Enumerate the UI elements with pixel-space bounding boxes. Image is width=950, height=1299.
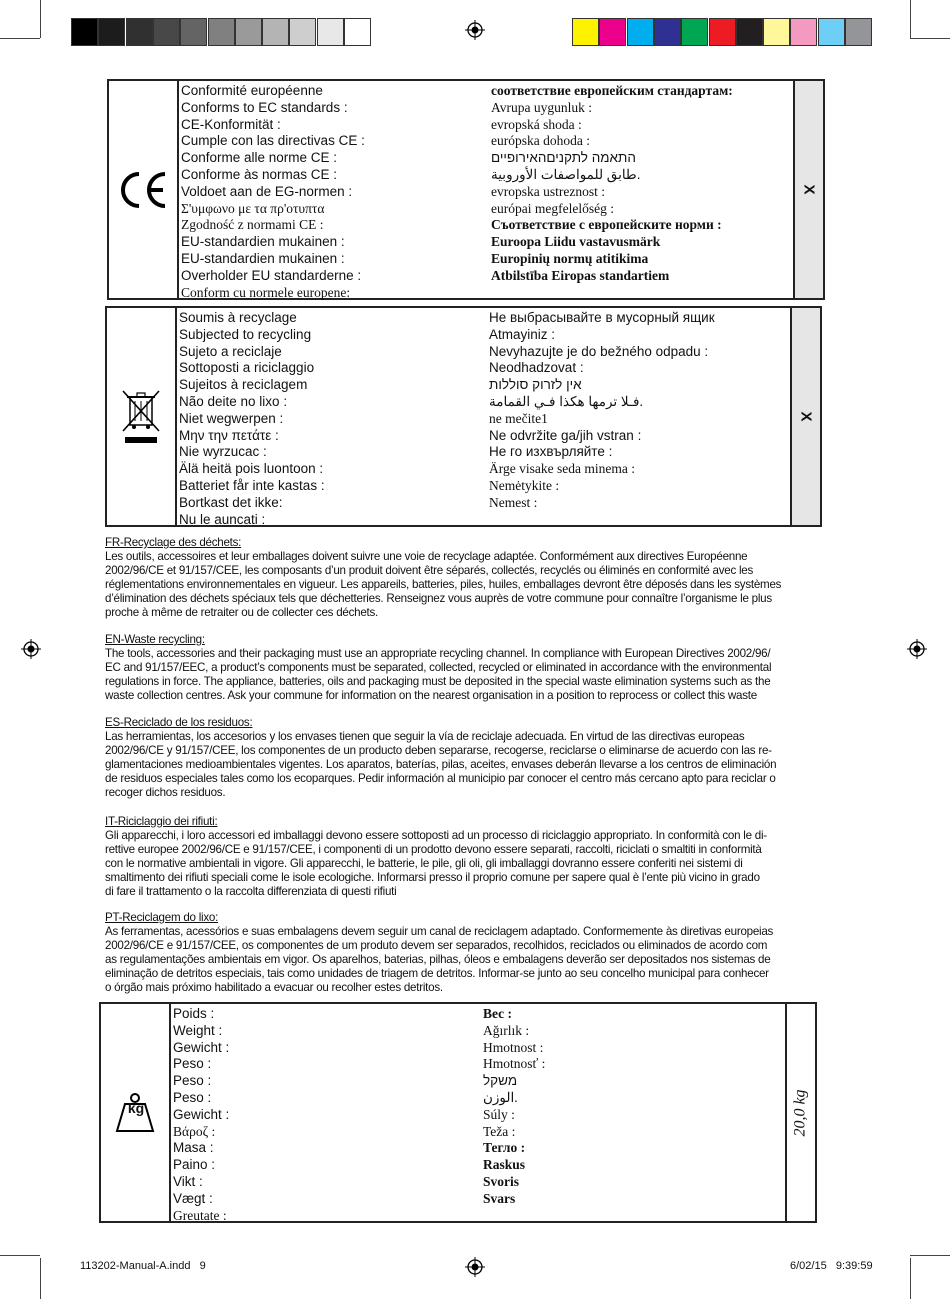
- registration-mark-icon: [465, 20, 485, 40]
- gray-swatch: [289, 18, 316, 46]
- recycle-mark-cell: [790, 308, 820, 525]
- section-line: o órgão mais próximo habilitado a evacuar ou recolher estes detritos.: [105, 981, 443, 995]
- table-row-text: Peso :: [173, 1073, 212, 1089]
- gray-swatch: [98, 18, 125, 46]
- table-row-text: Gewicht :: [173, 1106, 230, 1122]
- section-title: FR-Recyclage des déchets:: [105, 536, 242, 549]
- table-row-text: Não deite no lixo :: [179, 393, 288, 409]
- weight-icon-cell: [101, 1004, 171, 1221]
- color-swatch: [736, 18, 763, 46]
- section-line: glamentaciones medioambientales vigentes. Los aparatos, baterías, pilas, aceites, envases deberán llevarse a los centros de eliminación: [105, 758, 777, 772]
- recycling-section: [105, 815, 821, 900]
- gray-swatch: [344, 18, 371, 46]
- table-row-text: Nemest :: [489, 494, 538, 510]
- registration-mark-icon: [907, 639, 927, 659]
- recycling-section: [105, 536, 821, 621]
- table-row-text: Greutate :: [173, 1207, 227, 1223]
- recycling-table: [105, 306, 822, 527]
- weight-value: 20,0 kg: [792, 1088, 810, 1137]
- section-title: PT-Reciclagem do lixo:: [105, 911, 219, 924]
- table-row-text: Nevyhazujte je do bežného odpadu :: [489, 343, 709, 359]
- section-line: waste collection centres. Ask your commune for information on the nearest organisation in a position to reprocess or collect this waste: [105, 689, 757, 703]
- ce-left-column: [181, 83, 365, 301]
- section-line: réglementations environnementales en vigueur. Les appareils, batteries, piles, huiles, emballages devront être déposés dans les systèmes: [105, 578, 782, 592]
- section-line: 2002/96/CE y 91/157/CEE, los componentes de un producto deben separarse, recogerse, reciclarse o eliminarse de acuerdo con las re-: [105, 744, 772, 758]
- section-line: recoger dichos residuos.: [105, 786, 226, 800]
- crop-mark: [910, 38, 950, 39]
- gray-swatch: [317, 18, 344, 46]
- ce-right-column: [491, 83, 733, 285]
- recycle-icon-cell: [107, 308, 177, 525]
- color-swatch: [709, 18, 736, 46]
- section-line: d’élimination des déchets spéciaux tels que déchetteries. Renseignez vous auprès de votre commune pour connaître l’organisme le plus: [105, 592, 772, 606]
- table-row-text: Atbilstība Eiropas standartiem: [491, 267, 670, 283]
- table-row-text: Peso :: [173, 1089, 212, 1105]
- weight-value-cell: [785, 1004, 815, 1221]
- table-row-text: Sujeto a reciclaje: [179, 343, 282, 359]
- ce-icon-cell: [109, 81, 179, 298]
- table-row-text: Sujeitos à reciclagem: [179, 377, 308, 393]
- table-row-text: Nemėtykite :: [489, 477, 560, 493]
- weight-kg-label: kg: [127, 1100, 145, 1116]
- section-line: EC and 91/157/EEC, a product’s components must be separated, collected, recycled or eliminated in accordance with the environmental: [105, 661, 772, 675]
- section-line: Las herramientas, los accesorios y los envases tienen que seguir la vía de reciclaje adecuada. En virtud de las directivas europeas: [105, 730, 745, 744]
- table-row-text: EU-standardien mukainen :: [181, 250, 345, 266]
- table-row-text: Peso :: [173, 1056, 212, 1072]
- recycle-left-column: [179, 310, 325, 528]
- color-swatch: [627, 18, 654, 46]
- table-row-text: Conforme alle norme CE :: [181, 150, 338, 166]
- section-line: 2002/96/CE e 91/157/CEE, os componentes de um produto devem ser separados, recolhidos, reciclados ou eliminados de acordo com: [105, 939, 768, 953]
- table-row-text: CE-Konformität :: [181, 116, 281, 132]
- crossed-out-bin-icon: [119, 387, 163, 447]
- table-row-text: Вес :: [483, 1006, 513, 1021]
- table-row-text: Voldoet aan de EG-normen :: [181, 183, 353, 199]
- table-row-text: EU-standardien mukainen :: [181, 234, 345, 250]
- table-row-text: אין לזרוק סוללות: [489, 377, 582, 393]
- color-swatch: [763, 18, 790, 46]
- gray-swatch: [180, 18, 207, 46]
- table-row-text: evropská shoda :: [491, 116, 582, 132]
- gray-swatch: [126, 18, 153, 46]
- recycling-section: [105, 633, 821, 703]
- section-line: as regulamentações ambientais em vigor. Os aparelhos, baterias, pilhas, óleos e embalagens deverão ser depositados nos sistemas de: [105, 953, 771, 967]
- table-row-text: соответствие европейским стандартам:: [491, 83, 733, 98]
- table-row-text: Vikt :: [173, 1173, 203, 1189]
- table-row-text: Cumple con las directivas CE :: [181, 133, 365, 149]
- table-row-text: الوزن.: [483, 1089, 518, 1105]
- table-row-text: Europinių normų atitikima: [491, 250, 649, 266]
- gray-swatch: [153, 18, 180, 46]
- color-swatch: [681, 18, 708, 46]
- color-swatch: [599, 18, 626, 46]
- table-row-text: Älä heitä pois luontoon :: [179, 461, 324, 477]
- table-row-text: Weight :: [173, 1022, 223, 1038]
- color-swatch: [790, 18, 817, 46]
- section-line: eliminação de detritos especiais, tais como unidades de triagem de detritos. Informar-se junto ao seu concelho municipal para conhecer: [105, 967, 769, 981]
- section-line: proche à même de retraiter ou de collecter ces déchets.: [105, 606, 379, 620]
- crop-mark: [910, 0, 911, 38]
- table-row-text: Masa :: [173, 1140, 214, 1156]
- table-row-text: Neodhadzovat :: [489, 360, 584, 376]
- registration-mark-icon: [21, 639, 41, 659]
- table-row-text: Subjected to recycling: [179, 326, 312, 342]
- section-line: As ferramentas, acessórios e suas embalagens devem seguir um canal de reciclagem adaptado. Conformemente às diretivas europeias: [105, 925, 774, 939]
- color-swatch: [845, 18, 872, 46]
- table-row-text: Σ'υμφωνο με τα πρ'οτυπτα: [181, 200, 325, 216]
- table-row-text: Zgodność z normami CE :: [181, 217, 324, 233]
- table-row-text: Vægt :: [173, 1190, 213, 1206]
- weight-table: [99, 1002, 817, 1223]
- section-line: rettive europee 2002/96/CE e 91/157/CEE, i componenti di un prodotto devono essere separati, raccolti, riciclati o smaltiti in conformità: [105, 843, 762, 857]
- gray-swatch: [262, 18, 289, 46]
- table-row-text: Hmotnosť :: [483, 1056, 546, 1072]
- section-title: ES-Reciclado de los residuos:: [105, 716, 253, 729]
- table-row-text: Teža :: [483, 1123, 516, 1139]
- table-row-text: evropska ustreznost :: [491, 183, 605, 199]
- color-swatch: [654, 18, 681, 46]
- ce-mark-cell: [793, 81, 823, 298]
- footer-file-name: 113202-Manual-A.indd 9: [80, 1260, 206, 1272]
- weight-left-column: [173, 1006, 229, 1224]
- section-line: The tools, accessories and their packaging must use an appropriate recycling channel. In compliance with European Directives 2002/96/: [105, 647, 771, 661]
- table-row-text: Не выбрасывайте в мусорный ящик: [489, 310, 715, 325]
- table-row-text: התאמה לתקניםהאירופיים: [491, 150, 636, 166]
- color-swatch: [818, 18, 845, 46]
- table-row-text: Μην την πετάτε :: [179, 427, 279, 443]
- table-row-text: Bάροζ :: [173, 1123, 216, 1139]
- table-row-text: Batteriet får inte kastas :: [179, 477, 325, 493]
- section-line: Gli apparecchi, i loro accessori ed imballaggi devono essere sottoposti ad un processo di riciclaggio appropriato. In conformità con le di-: [105, 829, 767, 843]
- recycle-right-column: [489, 310, 715, 512]
- table-row-text: Svoris: [483, 1173, 520, 1189]
- section-line: Les outils, accessoires et leur emballages doivent suivre une voie de recyclage adaptée. Conformément aux directives Européenne: [105, 550, 748, 564]
- table-row-text: Не го изхвърляйте :: [489, 444, 613, 460]
- color-swatch: [572, 18, 599, 46]
- table-row-text: Conforme às normas CE :: [181, 166, 338, 182]
- table-row-text: Тегло :: [483, 1140, 526, 1156]
- crop-mark: [40, 1258, 41, 1299]
- crop-mark: [910, 1258, 911, 1299]
- crop-mark: [0, 38, 40, 39]
- table-row-text: Avrupa uygunluk :: [491, 99, 592, 115]
- table-row-text: Niet wegwerpen :: [179, 410, 284, 426]
- table-row-text: Euroopa Liidu vastavusmärk: [491, 234, 661, 250]
- section-title: EN-Waste recycling:: [105, 633, 205, 646]
- gray-swatch: [235, 18, 262, 46]
- recycling-section: [105, 716, 821, 801]
- ce-mark-icon: [117, 170, 169, 210]
- gray-swatch: [208, 18, 235, 46]
- registration-mark-icon: [465, 1257, 485, 1277]
- section-line: di fare il trattamento o la raccolta differenziata di questi rifiuti: [105, 885, 397, 899]
- table-row-text: Overholder EU standarderne :: [181, 267, 362, 283]
- table-row-text: فـلا ترمها هكذا فـي القمامة.: [489, 393, 644, 409]
- table-row-text: طابق للمواصفات الأوروبية.: [491, 166, 641, 182]
- table-row-text: Ärge visake seda minema :: [489, 461, 635, 477]
- table-row-text: Ne odvržite ga/jih vstran :: [489, 427, 642, 443]
- table-row-text: Gewicht :: [173, 1039, 230, 1055]
- table-row-text: európai megfelelőség :: [491, 200, 614, 216]
- table-row-text: ne mečite1: [489, 410, 548, 426]
- table-row-text: Paino :: [173, 1157, 216, 1173]
- ce-conformity-table: [107, 79, 825, 300]
- table-row-text: európska dohoda :: [491, 133, 590, 149]
- table-row-text: Soumis à recyclage: [179, 310, 297, 325]
- table-row-text: Conform cu normele europene:: [181, 284, 351, 300]
- section-line: con le normative ambientali in vigore. Gli apparecchi, le batterie, le pile, gli oli, gli imballaggi dovranno essere conferiti nei sistemi di: [105, 857, 743, 871]
- section-line: regulations in force. The appliance, batteries, oils and packaging must be deposited in the special waste elimination systems such as the: [105, 675, 771, 689]
- section-title: IT-Riciclaggio dei rifiuti:: [105, 815, 218, 828]
- table-row-text: משקל: [483, 1073, 518, 1089]
- table-row-text: Conforms to EC standards :: [181, 99, 348, 115]
- table-row-text: Sottoposti a riciclaggio: [179, 360, 315, 376]
- recycling-section: [105, 911, 821, 996]
- weight-right-column: [483, 1006, 545, 1208]
- crop-mark: [910, 1255, 950, 1256]
- table-row-text: Hmotnost :: [483, 1039, 544, 1055]
- table-row-text: Súly :: [483, 1106, 515, 1122]
- check-mark: X: [797, 411, 815, 422]
- footer-date: 6/02/15 9:39:59: [790, 1260, 873, 1272]
- gray-swatch: [71, 18, 98, 46]
- table-row-text: Ağırlık :: [483, 1022, 530, 1038]
- section-line: 2002/96/CE et 91/157/CEE, les composants d’un produit doivent être séparés, collectés, recyclés ou éliminés en conformité avec les: [105, 564, 754, 578]
- table-row-text: Conformité européenne: [181, 83, 323, 98]
- table-row-text: Atmayiniz :: [489, 326, 556, 342]
- check-mark: X: [800, 184, 818, 195]
- table-row-text: Bortkast det ikke:: [179, 494, 283, 510]
- table-row-text: Съответствие с европейските норми :: [491, 217, 722, 233]
- table-row-text: Poids :: [173, 1006, 215, 1021]
- crop-mark: [0, 1255, 40, 1256]
- table-row-text: Raskus: [483, 1157, 526, 1173]
- table-row-text: Svars: [483, 1190, 516, 1206]
- table-row-text: Nie wyrzucac :: [179, 444, 267, 460]
- crop-mark: [40, 0, 41, 38]
- section-line: smaltimento dei rifiuti speciali come le isole ecologiche. Informarsi presso il proprio comune per sapere qual è l’ente più vicino in grado: [105, 871, 760, 885]
- table-row-text: Nu le auncati :: [179, 511, 266, 527]
- section-line: de residuos especiales tales como los ecoparques. Pedir información al municipio par conocer el centro más cercano apto para reciclar o: [105, 772, 776, 786]
